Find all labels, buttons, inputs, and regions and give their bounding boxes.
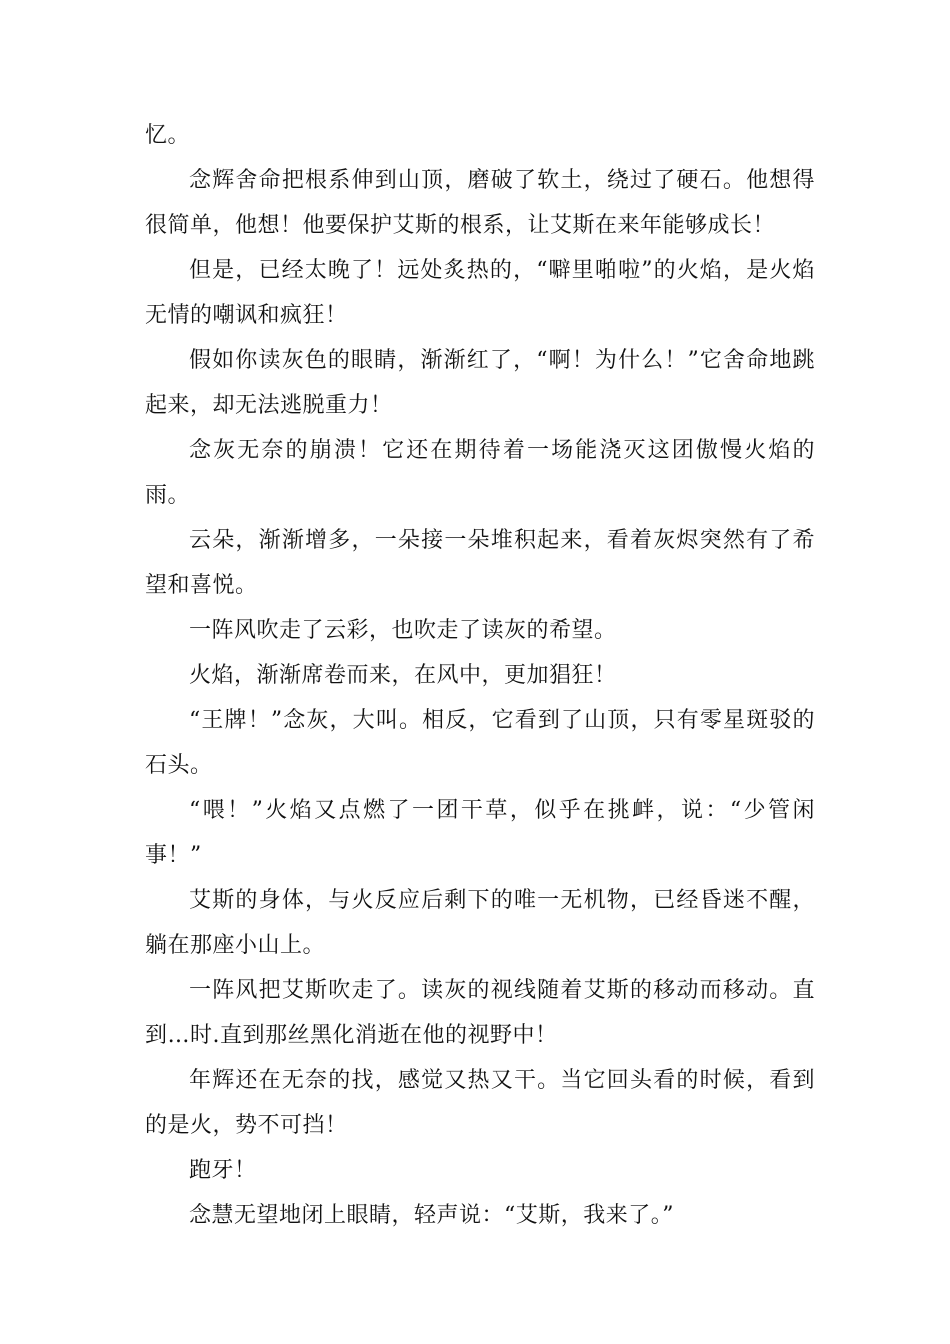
paragraph-12: 一阵风把艾斯吹走了。读灰的视线随着艾斯的移动而移动。直到…时.直到那丝黑化消逝在他的视野中！ [145, 978, 815, 1048]
paragraph-15: 念慧无望地闭上眼睛，轻声说：“艾斯，我来了。” [189, 1203, 674, 1228]
paragraph-5: 念灰无奈的崩溃！它还在期待着一场能浇灭这团傲慢火焰的雨。 [145, 438, 815, 508]
paragraph-2: 念辉舍命把根系伸到山顶，磨破了软土，绕过了硬石。他想得很简单，他想！他要保护艾斯的根系，让艾斯在来年能够成长！ [145, 168, 815, 238]
paragraph-1: 忆。 [145, 123, 191, 148]
story-text [145, 113, 815, 1238]
paragraph-14: 跑牙！ [189, 1158, 257, 1183]
paragraph-6: 云朵，渐渐增多，一朵接一朵堆积起来，看着灰烬突然有了希望和喜悦。 [145, 528, 815, 598]
paragraph-9: “王牌！”念灰，大叫。相反，它看到了山顶，只有零星斑驳的石头。 [145, 708, 815, 778]
paragraph-3: 但是，已经太晚了！远处炙热的，“噼里啪啦”的火焰，是火焰无情的嘲讽和疯狂！ [145, 258, 815, 328]
paragraph-10: “喂！”火焰又点燃了一团干草，似乎在挑衅，说：“少管闲事！” [145, 798, 815, 868]
paragraph-8: 火焰，渐渐席卷而来，在风中，更加猖狂！ [189, 663, 617, 688]
paragraph-4: 假如你读灰色的眼睛，渐渐红了，“啊！为什么！”它舍命地跳起来，却无法逃脱重力！ [145, 348, 815, 418]
paragraph-7: 一阵风吹走了云彩，也吹走了读灰的希望。 [189, 618, 617, 643]
paragraph-13: 年辉还在无奈的找，感觉又热又干。当它回头看的时候，看到的是火，势不可挡！ [145, 1068, 815, 1138]
paragraph-11: 艾斯的身体，与火反应后剩下的唯一无机物，已经昏迷不醒，躺在那座小山上。 [145, 888, 815, 958]
